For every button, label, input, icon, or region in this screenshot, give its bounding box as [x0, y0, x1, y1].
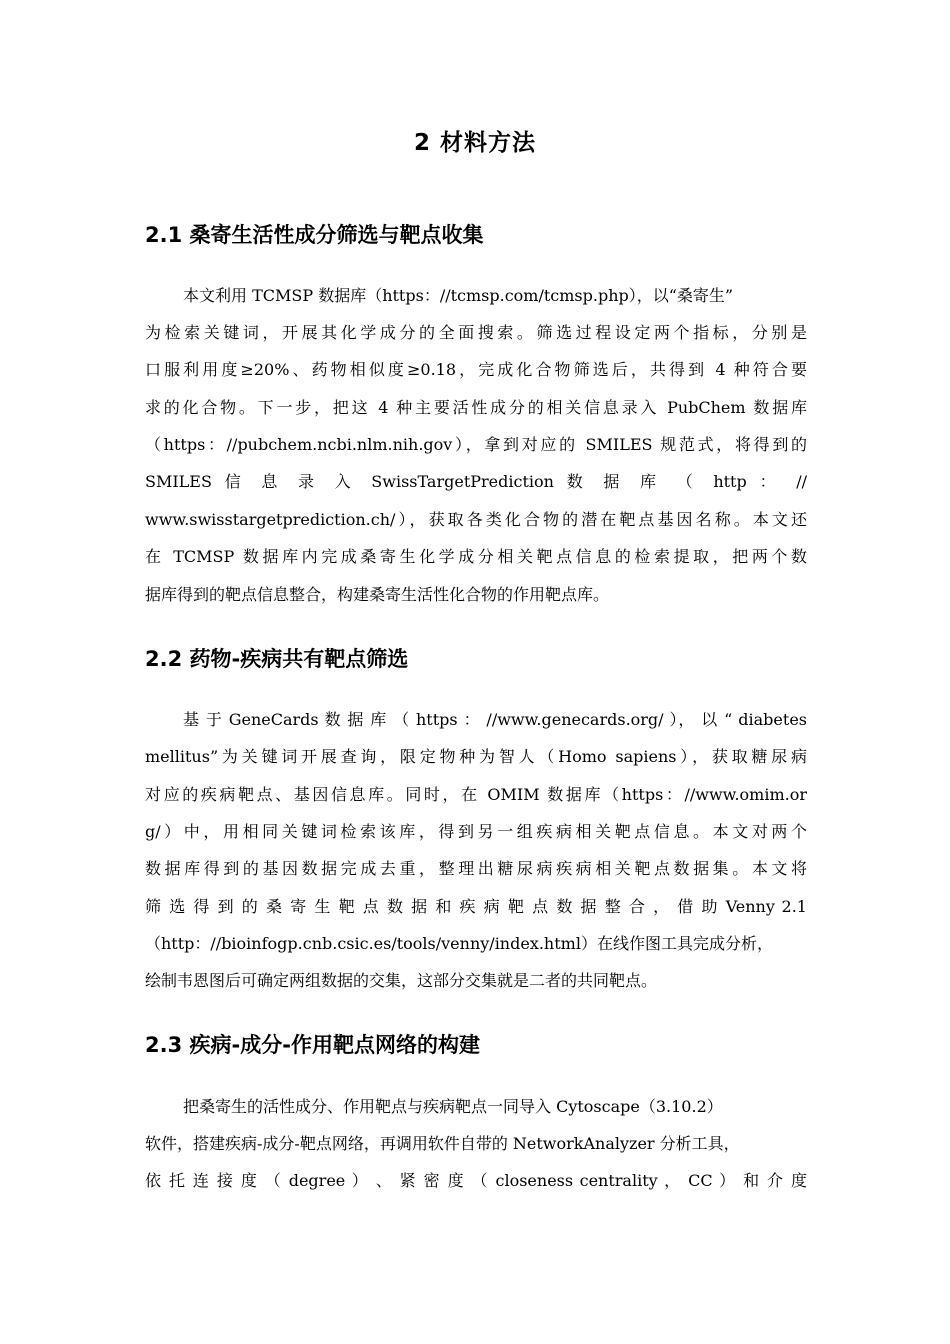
- paragraph-line: （https：//pubchem.ncbi.nlm.nih.gov），拿到对应的 SMILES 规范式，将得到的: [145, 435, 807, 454]
- paragraph-line: 为检索关键词，开展其化学成分的全面搜索。筛选过程设定两个指标，分别是: [145, 323, 807, 342]
- paragraph-line: （http：//bioinfogp.cnb.csic.es/tools/venny/index.html）在线作图工具完成分析，: [145, 934, 773, 953]
- paragraph-line: 数据库得到的基因数据完成去重，整理出糖尿病疾病相关靶点数据集。本文将: [145, 859, 807, 878]
- paragraph-line: 据库得到的靶点信息整合，构建桑寄生活性化合物的作用靶点库。: [145, 585, 610, 604]
- section-heading-2-3: 2.3 疾病-成分-作用靶点网络的构建: [145, 1033, 480, 1057]
- paragraph-line: SMILES 信 息 录 入 SwissTargetPrediction 数 据 库 （ http ： //: [145, 472, 807, 491]
- paragraph-line: 筛 选 得 到 的 桑 寄 生 靶 点 数 据 和 疾 病 靶 点 数 据 整 合 ， 借 助 Venny 2.1: [145, 897, 807, 916]
- section-heading-2-2: 2.2 药物-疾病共有靶点筛选: [145, 647, 409, 671]
- paragraph-line: mellitus”为关键词开展查询，限定物种为智人（Homo sapiens），获取糖尿病: [145, 747, 807, 766]
- paragraph-line: 求的化合物。下一步，把这 4 种主要活性成分的相关信息录入 PubChem 数据库: [145, 398, 807, 417]
- paragraph-line: 软件，搭建疾病-成分-靶点网络，再调用软件自带的 NetworkAnalyzer 分析工具，: [145, 1134, 740, 1153]
- paragraph-line: 依 托 连 接 度 （ degree ） 、 紧 密 度 （ closeness centrality ， CC ） 和 介 度: [145, 1171, 807, 1190]
- paragraph-line: www.swisstargetprediction.ch/），获取各类化合物的潜在靶点基因名称。本文还: [145, 510, 807, 529]
- paragraph-line: 把桑寄生的活性成分、作用靶点与疾病靶点一同导入 Cytoscape（3.10.2）: [183, 1097, 723, 1116]
- section-heading-2-1: 2.1 桑寄生活性成分筛选与靶点收集: [145, 223, 484, 247]
- paragraph-line: 在 TCMSP 数据库内完成桑寄生化学成分相关靶点信息的检索提取，把两个数: [145, 547, 807, 566]
- chapter-title: 2 材料方法: [413, 130, 536, 156]
- paragraph-line: g/）中，用相同关键词检索该库，得到另一组疾病相关靶点信息。本文对两个: [145, 822, 807, 841]
- paragraph-line: 口服利用度≥20%、药物相似度≥0.18，完成化合物筛选后，共得到 4 种符合要: [145, 360, 807, 379]
- paragraph-line: 绘制韦恩图后可确定两组数据的交集，这部分交集就是二者的共同靶点。: [145, 971, 658, 990]
- paragraph-line: 基 于 GeneCards 数 据 库 （ https ： //www.genecards.org/ ）， 以 “ diabetes: [183, 710, 807, 729]
- paragraph-line: 对应的疾病靶点、基因信息库。同时，在 OMIM 数据库（https：//www.omim.or: [145, 785, 807, 804]
- paragraph-line: 本文利用 TCMSP 数据库（https：//tcmsp.com/tcmsp.php），以“桑寄生”: [183, 286, 734, 305]
